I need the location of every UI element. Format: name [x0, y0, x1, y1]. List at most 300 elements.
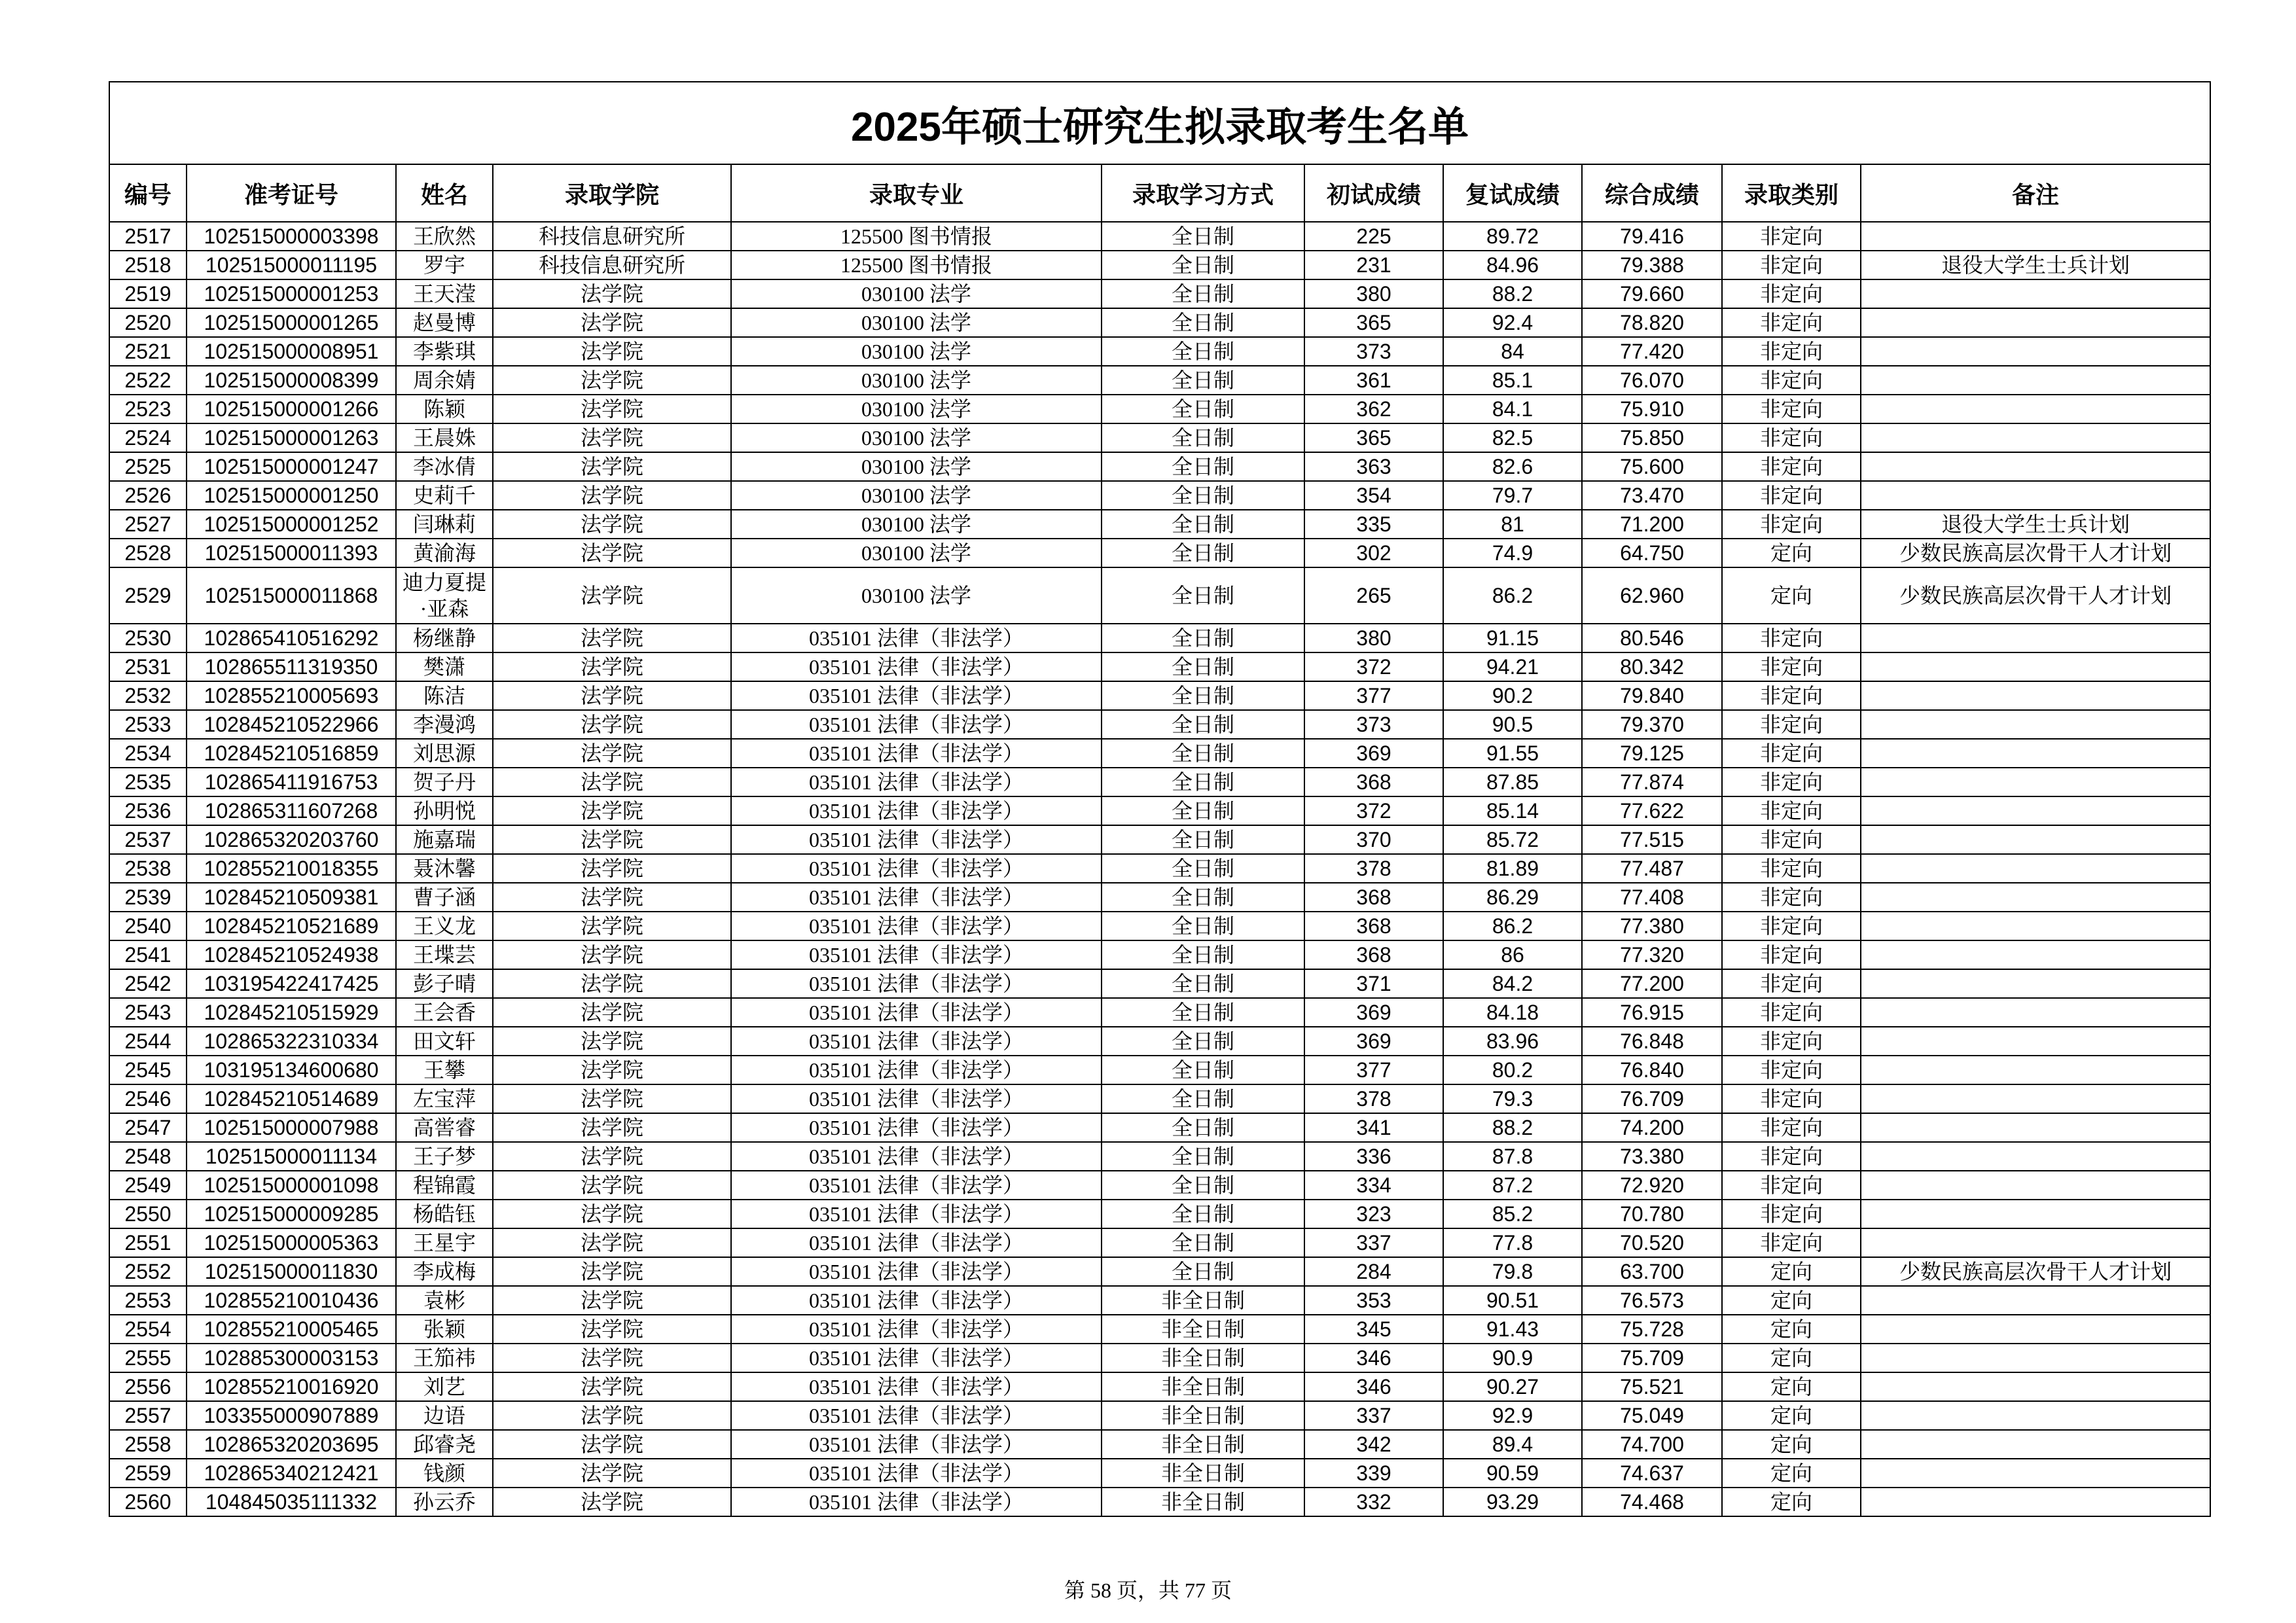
- college-cell: 法学院: [493, 366, 731, 395]
- number-cell: 2530: [109, 624, 187, 652]
- college-cell: 法学院: [493, 624, 731, 652]
- college-cell: 法学院: [493, 940, 731, 969]
- category-cell: 非定向: [1722, 395, 1861, 423]
- initial-score-cell: 373: [1304, 710, 1443, 739]
- total-score-cell: 77.515: [1582, 825, 1722, 854]
- exam-id-cell: 102515000001098: [187, 1171, 396, 1200]
- retest-score-cell: 83.96: [1443, 1027, 1582, 1056]
- major-cell: 035101 法律（非法学）: [731, 854, 1102, 883]
- study-mode-cell: 非全日制: [1102, 1430, 1304, 1459]
- name-cell: 邱睿尧: [396, 1430, 493, 1459]
- initial-score-cell: 377: [1304, 1056, 1443, 1084]
- study-mode-cell: 全日制: [1102, 940, 1304, 969]
- table-row: [109, 366, 2210, 395]
- initial-score-cell: 336: [1304, 1142, 1443, 1171]
- major-cell: 035101 法律（非法学）: [731, 998, 1102, 1027]
- number-cell: 2552: [109, 1257, 187, 1286]
- header-col-name: 姓名: [396, 164, 493, 222]
- exam-id-cell: 102515000011830: [187, 1257, 396, 1286]
- total-score-cell: 63.700: [1582, 1257, 1722, 1286]
- total-score-cell: 74.637: [1582, 1459, 1722, 1488]
- name-cell: 樊潇: [396, 652, 493, 681]
- college-cell: 法学院: [493, 1228, 731, 1257]
- major-cell: 030100 法学: [731, 452, 1102, 481]
- category-cell: 非定向: [1722, 337, 1861, 366]
- name-cell: 陈颖: [396, 395, 493, 423]
- category-cell: 非定向: [1722, 222, 1861, 251]
- retest-score-cell: 85.1: [1443, 366, 1582, 395]
- number-cell: 2536: [109, 796, 187, 825]
- category-cell: 定向: [1722, 1459, 1861, 1488]
- college-cell: 法学院: [493, 854, 731, 883]
- table-row: [109, 452, 2210, 481]
- major-cell: 035101 法律（非法学）: [731, 1027, 1102, 1056]
- total-score-cell: 73.470: [1582, 481, 1722, 510]
- study-mode-cell: 全日制: [1102, 567, 1304, 624]
- number-cell: 2559: [109, 1459, 187, 1488]
- name-cell: 贺子丹: [396, 768, 493, 796]
- college-cell: 科技信息研究所: [493, 222, 731, 251]
- study-mode-cell: 全日制: [1102, 768, 1304, 796]
- category-cell: 非定向: [1722, 1056, 1861, 1084]
- number-cell: 2528: [109, 539, 187, 567]
- number-cell: 2526: [109, 481, 187, 510]
- admission-table: [109, 81, 2211, 1517]
- total-score-cell: 79.370: [1582, 710, 1722, 739]
- number-cell: 2541: [109, 940, 187, 969]
- name-cell: 周余婧: [396, 366, 493, 395]
- total-score-cell: 76.709: [1582, 1084, 1722, 1113]
- study-mode-cell: 非全日制: [1102, 1488, 1304, 1516]
- major-cell: 125500 图书情报: [731, 222, 1102, 251]
- remarks-cell: [1861, 652, 2210, 681]
- college-cell: 法学院: [493, 1430, 731, 1459]
- admission-list-sheet: [109, 81, 2210, 1517]
- remarks-cell: [1861, 912, 2210, 940]
- category-cell: 非定向: [1722, 1228, 1861, 1257]
- initial-score-cell: 378: [1304, 854, 1443, 883]
- college-cell: 法学院: [493, 1027, 731, 1056]
- college-cell: 法学院: [493, 452, 731, 481]
- exam-id-cell: 102515000005363: [187, 1228, 396, 1257]
- initial-score-cell: 339: [1304, 1459, 1443, 1488]
- name-cell: 陈洁: [396, 681, 493, 710]
- initial-score-cell: 369: [1304, 998, 1443, 1027]
- header-col-category: 录取类别: [1722, 164, 1861, 222]
- total-score-cell: 70.780: [1582, 1200, 1722, 1228]
- retest-score-cell: 82.5: [1443, 423, 1582, 452]
- remarks-cell: 少数民族高层次骨干人才计划: [1861, 567, 2210, 624]
- name-cell: 施嘉瑞: [396, 825, 493, 854]
- retest-score-cell: 84.96: [1443, 251, 1582, 279]
- category-cell: 非定向: [1722, 912, 1861, 940]
- study-mode-cell: 全日制: [1102, 1056, 1304, 1084]
- college-cell: 法学院: [493, 1171, 731, 1200]
- initial-score-cell: 368: [1304, 768, 1443, 796]
- number-cell: 2560: [109, 1488, 187, 1516]
- number-cell: 2544: [109, 1027, 187, 1056]
- major-cell: 035101 法律（非法学）: [731, 1315, 1102, 1344]
- number-cell: 2527: [109, 510, 187, 539]
- initial-score-cell: 231: [1304, 251, 1443, 279]
- total-score-cell: 77.380: [1582, 912, 1722, 940]
- exam-id-cell: 103355000907889: [187, 1401, 396, 1430]
- number-cell: 2523: [109, 395, 187, 423]
- retest-score-cell: 85.2: [1443, 1200, 1582, 1228]
- table-row: [109, 998, 2210, 1027]
- category-cell: 定向: [1722, 1315, 1861, 1344]
- remarks-cell: 退役大学生士兵计划: [1861, 251, 2210, 279]
- remarks-cell: [1861, 624, 2210, 652]
- total-score-cell: 75.521: [1582, 1372, 1722, 1401]
- college-cell: 科技信息研究所: [493, 251, 731, 279]
- exam-id-cell: 102885300003153: [187, 1344, 396, 1372]
- exam-id-cell: 102515000011393: [187, 539, 396, 567]
- name-cell: 钱颜: [396, 1459, 493, 1488]
- study-mode-cell: 全日制: [1102, 1027, 1304, 1056]
- category-cell: 非定向: [1722, 452, 1861, 481]
- name-cell: 王欣然: [396, 222, 493, 251]
- number-cell: 2538: [109, 854, 187, 883]
- major-cell: 035101 法律（非法学）: [731, 1401, 1102, 1430]
- exam-id-cell: 102865411916753: [187, 768, 396, 796]
- major-cell: 035101 法律（非法学）: [731, 1056, 1102, 1084]
- exam-id-cell: 102515000001263: [187, 423, 396, 452]
- major-cell: 035101 法律（非法学）: [731, 768, 1102, 796]
- category-cell: 非定向: [1722, 510, 1861, 539]
- number-cell: 2543: [109, 998, 187, 1027]
- name-cell: 左宝萍: [396, 1084, 493, 1113]
- total-score-cell: 78.820: [1582, 308, 1722, 337]
- remarks-cell: [1861, 1084, 2210, 1113]
- number-cell: 2532: [109, 681, 187, 710]
- retest-score-cell: 90.2: [1443, 681, 1582, 710]
- remarks-cell: [1861, 423, 2210, 452]
- study-mode-cell: 全日制: [1102, 854, 1304, 883]
- remarks-cell: [1861, 883, 2210, 912]
- initial-score-cell: 371: [1304, 969, 1443, 998]
- exam-id-cell: 102515000007988: [187, 1113, 396, 1142]
- table-row: [109, 652, 2210, 681]
- initial-score-cell: 225: [1304, 222, 1443, 251]
- retest-score-cell: 94.21: [1443, 652, 1582, 681]
- initial-score-cell: 365: [1304, 423, 1443, 452]
- category-cell: 定向: [1722, 1344, 1861, 1372]
- name-cell: 张颖: [396, 1315, 493, 1344]
- category-cell: 非定向: [1722, 366, 1861, 395]
- retest-score-cell: 91.55: [1443, 739, 1582, 768]
- table-row: [109, 710, 2210, 739]
- exam-id-cell: 102845210515929: [187, 998, 396, 1027]
- exam-id-cell: 102855210016920: [187, 1372, 396, 1401]
- table-row: [109, 1228, 2210, 1257]
- initial-score-cell: 372: [1304, 652, 1443, 681]
- category-cell: 非定向: [1722, 854, 1861, 883]
- number-cell: 2551: [109, 1228, 187, 1257]
- number-cell: 2518: [109, 251, 187, 279]
- initial-score-cell: 284: [1304, 1257, 1443, 1286]
- total-score-cell: 79.125: [1582, 739, 1722, 768]
- retest-score-cell: 86.2: [1443, 912, 1582, 940]
- study-mode-cell: 全日制: [1102, 279, 1304, 308]
- name-cell: 王义龙: [396, 912, 493, 940]
- retest-score-cell: 84: [1443, 337, 1582, 366]
- major-cell: 035101 法律（非法学）: [731, 883, 1102, 912]
- remarks-cell: 少数民族高层次骨干人才计划: [1861, 539, 2210, 567]
- exam-id-cell: 102515000001252: [187, 510, 396, 539]
- total-score-cell: 79.660: [1582, 279, 1722, 308]
- college-cell: 法学院: [493, 1142, 731, 1171]
- total-score-cell: 76.840: [1582, 1056, 1722, 1084]
- name-cell: 刘艺: [396, 1372, 493, 1401]
- retest-score-cell: 81: [1443, 510, 1582, 539]
- total-score-cell: 62.960: [1582, 567, 1722, 624]
- exam-id-cell: 102845210516859: [187, 739, 396, 768]
- exam-id-cell: 102845210521689: [187, 912, 396, 940]
- exam-id-cell: 102855210010436: [187, 1286, 396, 1315]
- total-score-cell: 75.709: [1582, 1344, 1722, 1372]
- number-cell: 2547: [109, 1113, 187, 1142]
- category-cell: 非定向: [1722, 423, 1861, 452]
- exam-id-cell: 102845210524938: [187, 940, 396, 969]
- name-cell: 王攀: [396, 1056, 493, 1084]
- total-score-cell: 77.874: [1582, 768, 1722, 796]
- number-cell: 2558: [109, 1430, 187, 1459]
- header-col-initial-score: 初试成绩: [1304, 164, 1443, 222]
- exam-id-cell: 102865410516292: [187, 624, 396, 652]
- remarks-cell: [1861, 1113, 2210, 1142]
- exam-id-cell: 102515000011195: [187, 251, 396, 279]
- college-cell: 法学院: [493, 652, 731, 681]
- initial-score-cell: 365: [1304, 308, 1443, 337]
- retest-score-cell: 90.51: [1443, 1286, 1582, 1315]
- initial-score-cell: 354: [1304, 481, 1443, 510]
- initial-score-cell: 368: [1304, 883, 1443, 912]
- table-row: [109, 395, 2210, 423]
- table-body: [109, 222, 2210, 1516]
- remarks-cell: [1861, 1027, 2210, 1056]
- category-cell: 非定向: [1722, 768, 1861, 796]
- table-row: [109, 423, 2210, 452]
- name-cell: 黄渝海: [396, 539, 493, 567]
- remarks-cell: [1861, 1315, 2210, 1344]
- name-cell: 李成梅: [396, 1257, 493, 1286]
- number-cell: 2548: [109, 1142, 187, 1171]
- initial-score-cell: 337: [1304, 1228, 1443, 1257]
- initial-score-cell: 362: [1304, 395, 1443, 423]
- study-mode-cell: 全日制: [1102, 796, 1304, 825]
- category-cell: 非定向: [1722, 739, 1861, 768]
- initial-score-cell: 369: [1304, 1027, 1443, 1056]
- header-col-study-mode: 录取学习方式: [1102, 164, 1304, 222]
- exam-id-cell: 103195134600680: [187, 1056, 396, 1084]
- major-cell: 035101 法律（非法学）: [731, 1113, 1102, 1142]
- major-cell: 035101 法律（非法学）: [731, 1344, 1102, 1372]
- exam-id-cell: 102865340212421: [187, 1459, 396, 1488]
- retest-score-cell: 88.2: [1443, 1113, 1582, 1142]
- category-cell: 非定向: [1722, 652, 1861, 681]
- number-cell: 2542: [109, 969, 187, 998]
- college-cell: 法学院: [493, 969, 731, 998]
- table-row: [109, 912, 2210, 940]
- total-score-cell: 77.487: [1582, 854, 1722, 883]
- table-row: [109, 251, 2210, 279]
- college-cell: 法学院: [493, 308, 731, 337]
- major-cell: 030100 法学: [731, 337, 1102, 366]
- study-mode-cell: 全日制: [1102, 539, 1304, 567]
- study-mode-cell: 全日制: [1102, 710, 1304, 739]
- exam-id-cell: 102515000001247: [187, 452, 396, 481]
- study-mode-cell: 全日制: [1102, 681, 1304, 710]
- category-cell: 非定向: [1722, 1084, 1861, 1113]
- retest-score-cell: 86.29: [1443, 883, 1582, 912]
- college-cell: 法学院: [493, 912, 731, 940]
- number-cell: 2519: [109, 279, 187, 308]
- study-mode-cell: 全日制: [1102, 1171, 1304, 1200]
- initial-score-cell: 380: [1304, 624, 1443, 652]
- exam-id-cell: 102515000008399: [187, 366, 396, 395]
- study-mode-cell: 全日制: [1102, 969, 1304, 998]
- college-cell: 法学院: [493, 1257, 731, 1286]
- header-col-retest-score: 复试成绩: [1443, 164, 1582, 222]
- table-row: [109, 854, 2210, 883]
- initial-score-cell: 372: [1304, 796, 1443, 825]
- category-cell: 非定向: [1722, 1200, 1861, 1228]
- initial-score-cell: 368: [1304, 940, 1443, 969]
- total-score-cell: 74.200: [1582, 1113, 1722, 1142]
- major-cell: 030100 法学: [731, 510, 1102, 539]
- header-col-college: 录取学院: [493, 164, 731, 222]
- total-score-cell: 75.728: [1582, 1315, 1722, 1344]
- total-score-cell: 77.420: [1582, 337, 1722, 366]
- initial-score-cell: 363: [1304, 452, 1443, 481]
- college-cell: 法学院: [493, 567, 731, 624]
- retest-score-cell: 90.5: [1443, 710, 1582, 739]
- college-cell: 法学院: [493, 1459, 731, 1488]
- initial-score-cell: 368: [1304, 912, 1443, 940]
- total-score-cell: 64.750: [1582, 539, 1722, 567]
- remarks-cell: [1861, 222, 2210, 251]
- header-col-total-score: 综合成绩: [1582, 164, 1722, 222]
- total-score-cell: 76.915: [1582, 998, 1722, 1027]
- exam-id-cell: 102515000001253: [187, 279, 396, 308]
- total-score-cell: 77.622: [1582, 796, 1722, 825]
- retest-score-cell: 85.14: [1443, 796, 1582, 825]
- number-cell: 2557: [109, 1401, 187, 1430]
- header-col-major: 录取专业: [731, 164, 1102, 222]
- number-cell: 2545: [109, 1056, 187, 1084]
- major-cell: 035101 法律（非法学）: [731, 710, 1102, 739]
- number-cell: 2539: [109, 883, 187, 912]
- retest-score-cell: 91.43: [1443, 1315, 1582, 1344]
- name-cell: 彭子晴: [396, 969, 493, 998]
- exam-id-cell: 103195422417425: [187, 969, 396, 998]
- initial-score-cell: 342: [1304, 1430, 1443, 1459]
- college-cell: 法学院: [493, 1401, 731, 1430]
- table-row: [109, 681, 2210, 710]
- study-mode-cell: 全日制: [1102, 510, 1304, 539]
- major-cell: 030100 法学: [731, 423, 1102, 452]
- major-cell: 035101 法律（非法学）: [731, 912, 1102, 940]
- number-cell: 2534: [109, 739, 187, 768]
- initial-score-cell: 335: [1304, 510, 1443, 539]
- name-cell: 杨皓钰: [396, 1200, 493, 1228]
- major-cell: 030100 法学: [731, 395, 1102, 423]
- remarks-cell: [1861, 1459, 2210, 1488]
- category-cell: 非定向: [1722, 825, 1861, 854]
- remarks-cell: [1861, 1286, 2210, 1315]
- remarks-cell: [1861, 452, 2210, 481]
- college-cell: 法学院: [493, 337, 731, 366]
- college-cell: 法学院: [493, 510, 731, 539]
- college-cell: 法学院: [493, 825, 731, 854]
- major-cell: 035101 法律（非法学）: [731, 1459, 1102, 1488]
- name-cell: 李紫琪: [396, 337, 493, 366]
- total-score-cell: 77.320: [1582, 940, 1722, 969]
- exam-id-cell: 102865511319350: [187, 652, 396, 681]
- retest-score-cell: 89.4: [1443, 1430, 1582, 1459]
- study-mode-cell: 全日制: [1102, 624, 1304, 652]
- name-cell: 王晨姝: [396, 423, 493, 452]
- category-cell: 非定向: [1722, 883, 1861, 912]
- category-cell: 非定向: [1722, 279, 1861, 308]
- exam-id-cell: 102845210509381: [187, 883, 396, 912]
- remarks-cell: [1861, 969, 2210, 998]
- name-cell: 王会香: [396, 998, 493, 1027]
- exam-id-cell: 102865320203695: [187, 1430, 396, 1459]
- study-mode-cell: 全日制: [1102, 912, 1304, 940]
- college-cell: 法学院: [493, 1372, 731, 1401]
- major-cell: 030100 法学: [731, 308, 1102, 337]
- total-score-cell: 80.342: [1582, 652, 1722, 681]
- total-score-cell: 80.546: [1582, 624, 1722, 652]
- category-cell: 非定向: [1722, 998, 1861, 1027]
- page-title: 2025年硕士研究生拟录取考生名单: [109, 82, 2210, 164]
- table-row: [109, 1200, 2210, 1228]
- total-score-cell: 75.850: [1582, 423, 1722, 452]
- total-score-cell: 76.070: [1582, 366, 1722, 395]
- header-col-number: 编号: [109, 164, 187, 222]
- college-cell: 法学院: [493, 1200, 731, 1228]
- retest-score-cell: 77.8: [1443, 1228, 1582, 1257]
- name-cell: 赵曼博: [396, 308, 493, 337]
- college-cell: 法学院: [493, 1056, 731, 1084]
- number-cell: 2521: [109, 337, 187, 366]
- study-mode-cell: 非全日制: [1102, 1372, 1304, 1401]
- initial-score-cell: 323: [1304, 1200, 1443, 1228]
- remarks-cell: [1861, 1488, 2210, 1516]
- retest-score-cell: 91.15: [1443, 624, 1582, 652]
- study-mode-cell: 全日制: [1102, 452, 1304, 481]
- study-mode-cell: 全日制: [1102, 337, 1304, 366]
- remarks-cell: [1861, 337, 2210, 366]
- retest-score-cell: 93.29: [1443, 1488, 1582, 1516]
- retest-score-cell: 90.59: [1443, 1459, 1582, 1488]
- initial-score-cell: 346: [1304, 1344, 1443, 1372]
- study-mode-cell: 全日制: [1102, 481, 1304, 510]
- college-cell: 法学院: [493, 739, 731, 768]
- category-cell: 定向: [1722, 1372, 1861, 1401]
- major-cell: 035101 法律（非法学）: [731, 796, 1102, 825]
- name-cell: 李冰倩: [396, 452, 493, 481]
- name-cell: 王堞芸: [396, 940, 493, 969]
- major-cell: 035101 法律（非法学）: [731, 652, 1102, 681]
- total-score-cell: 79.416: [1582, 222, 1722, 251]
- total-score-cell: 79.388: [1582, 251, 1722, 279]
- number-cell: 2553: [109, 1286, 187, 1315]
- retest-score-cell: 90.27: [1443, 1372, 1582, 1401]
- category-cell: 定向: [1722, 1286, 1861, 1315]
